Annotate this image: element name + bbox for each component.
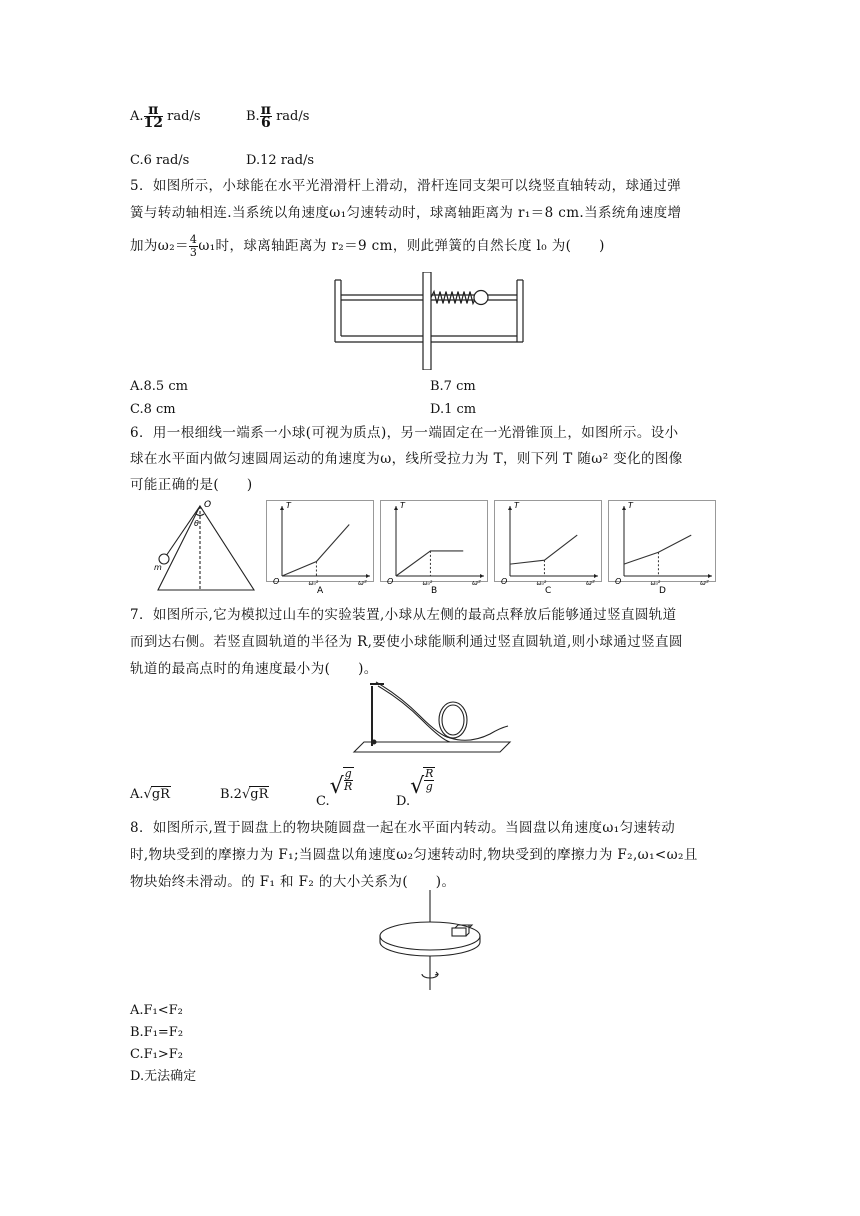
q4-option-d: D.12 rad/s [246, 153, 315, 168]
graph-curve [624, 535, 691, 564]
radicand: gR [151, 787, 170, 802]
graph-option-b [380, 500, 488, 594]
q7-option-b: B.2√gR [220, 787, 269, 802]
q6-line1: 6．用一根细线一端系一小球(可视为质点)，另一端固定在一光滑锥顶上，如图所示。设小 [130, 425, 679, 441]
frac-den: 6 [260, 115, 271, 131]
frac-den: 3 [189, 246, 198, 259]
omega0-label: ω₀² [650, 580, 661, 587]
radicand: gR [250, 787, 269, 802]
q8-option-d: D.无法确定 [130, 1069, 197, 1084]
graph-curve [396, 551, 463, 576]
frac-den: g [425, 779, 433, 793]
q5-line3b: ω₁时，球离轴距离为 r₂＝9 cm，则此弹簧的自然长度 l₀ 为( ) [198, 238, 605, 254]
q5-option-a: A.8.5 cm [130, 379, 188, 394]
option-letter: A. [130, 109, 144, 124]
q7-option-c: C.√ $\frac{g}{R}$ [316, 766, 353, 809]
q7-stem [130, 602, 730, 683]
q4-option-a [130, 104, 201, 129]
q5-line2: 簧与转动轴相连.当系统以角速度ω₁匀速转动时，球离轴距离为 r₁＝8 cm.当系统角速度增 [130, 205, 682, 221]
q8-turntable-figure [372, 890, 488, 992]
four-thirds-fraction [189, 234, 198, 259]
q5-rotating-rod-figure [326, 272, 532, 370]
graph-option-c [494, 500, 602, 594]
graph-option-a [266, 500, 374, 594]
apex-label: O [204, 500, 212, 510]
q8-option-b: B.F₁=F₂ [130, 1025, 184, 1040]
q5-line1: 5．如图所示，小球能在水平光滑滑杆上滑动，滑杆连同支架可以绕竖直轴转动，球通过弹 [130, 178, 682, 194]
q5-stem [130, 173, 730, 260]
graph-curve [282, 525, 349, 576]
axis-arrows [280, 506, 370, 578]
option-unit: rad/s [276, 109, 310, 124]
theta-label: θ [194, 519, 199, 528]
graph-label: B [431, 586, 438, 594]
option-letter: B. [246, 109, 260, 124]
option-letter: D. [396, 794, 411, 809]
q5-option-c: C.8 cm [130, 402, 176, 417]
origin-label: O [501, 577, 508, 586]
frac-num: g [344, 766, 352, 780]
q5-line3a: 加为ω₂＝ [130, 238, 189, 254]
option-letter: C. [316, 794, 330, 809]
graph-option-d [608, 500, 716, 594]
x-axis-label: ω² [700, 579, 709, 587]
pi-over-6-fraction [260, 104, 272, 129]
sqrt-fraction [343, 767, 354, 793]
origin-label: O [273, 577, 280, 586]
q5-option-b: B.7 cm [430, 379, 476, 394]
q6-line3: 可能正确的是( ) [130, 477, 253, 493]
y-axis-label: T [628, 501, 633, 510]
option-letter: B.2 [220, 787, 242, 802]
omega0-label: ω₀² [536, 580, 547, 587]
origin-label: O [387, 577, 394, 586]
option-unit: rad/s [167, 109, 201, 124]
q8-line1: 8．如图所示,置于圆盘上的物块随圆盘一起在水平面内转动。当圆盘以角速度ω₁匀速转动 [130, 820, 676, 836]
graph-curve [510, 535, 577, 564]
axis-arrows [508, 506, 598, 578]
graph-label: C [545, 586, 552, 594]
frac-num: π [144, 104, 163, 117]
q6-stem [130, 420, 730, 498]
omega0-label: ω₀² [308, 580, 319, 587]
frac-num: R [425, 766, 434, 780]
y-axis-label: T [400, 501, 405, 510]
x-axis-label: ω² [586, 579, 595, 587]
pi-over-12-fraction [144, 104, 163, 129]
graph-label: D [659, 586, 666, 594]
frac-den: 12 [143, 115, 164, 131]
q7-line1: 7．如图所示,它为模拟过山车的实验装置,小球从左侧的最高点释放后能够通过竖直圆轨道 [130, 607, 677, 623]
graph-label: A [317, 586, 324, 594]
omega0-label: ω₀² [422, 580, 433, 587]
q8-line2: 时,物块受到的摩擦力为 F₁;当圆盘以角速度ω₂匀速转动时,物块受到的摩擦力为 F₂,ω₁<ω₂且 [130, 847, 698, 863]
graph-frame [495, 501, 602, 582]
q8-option-c: C.F₁>F₂ [130, 1047, 183, 1062]
graph-frame [381, 501, 488, 582]
axis-arrows [622, 506, 712, 578]
x-axis-label: ω² [358, 579, 367, 587]
q7-loop-track-figure [350, 676, 516, 756]
origin-label: O [615, 577, 622, 586]
graph-frame [267, 501, 374, 582]
mass-label: m [154, 563, 162, 572]
q7-line3: 轨道的最高点时的角速度最小为( )。 [130, 661, 378, 677]
y-axis-label: T [514, 501, 519, 510]
frac-num: 4 [189, 233, 198, 246]
sqrt-fraction [423, 767, 435, 793]
graph-frame [609, 501, 716, 582]
q6-cone-figure [150, 498, 258, 594]
q8-option-a: A.F₁<F₂ [130, 1003, 183, 1018]
frac-den: R [344, 779, 353, 793]
q5-line3 [130, 233, 730, 260]
q7-option-d: D.√ $\frac{R}{g}$ [396, 766, 434, 809]
x-axis-label: ω² [472, 579, 481, 587]
q4-option-c: C.6 rad/s [130, 153, 190, 168]
frac-num: π [260, 102, 271, 118]
y-axis-label: T [286, 501, 291, 510]
q6-line2: 球在水平面内做匀速圆周运动的角速度为ω，线所受拉力为 T，则下列 T 随ω² 变化的图像 [130, 451, 683, 467]
q7-option-a: A.√gR [130, 787, 170, 802]
q8-options [130, 1000, 196, 1088]
q8-line3: 物块始终未滑动。的 F₁ 和 F₂ 的大小关系为( )。 [130, 874, 456, 890]
option-letter: A. [130, 787, 144, 802]
q4-option-b [246, 104, 309, 129]
q7-line2: 而到达右侧。若竖直圆轨道的半径为 R,要使小球能顺利通过竖直圆轨道,则小球通过竖直圆 [130, 634, 683, 650]
q8-stem [130, 815, 730, 896]
q5-option-d: D.1 cm [430, 402, 477, 417]
